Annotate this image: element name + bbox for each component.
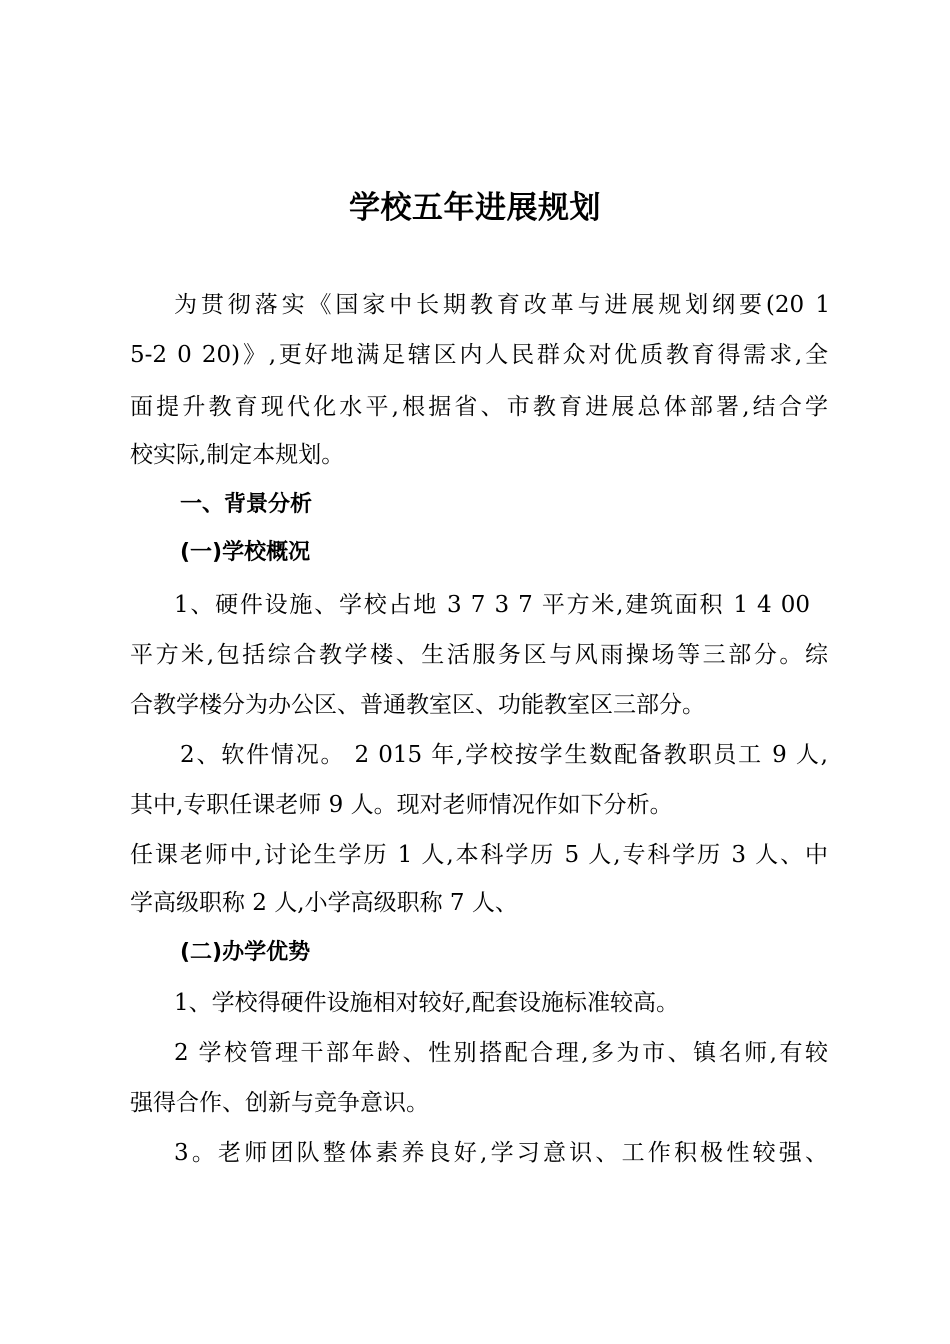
- intro-line-3: 面提升教育现代化水平,根据省、市教育进展总体部署,结合学: [130, 394, 828, 420]
- intro-line-2: 5-2 0 20)》,更好地满足辖区内人民群众对优质教育得需求,全: [130, 342, 828, 368]
- overview-item2-line-2: 其中,专职任课老师 9 人。现对老师情况作如下分析。: [130, 792, 673, 818]
- document-title: 学校五年进展规划: [349, 190, 601, 226]
- intro-line-1: 为贯彻落实《国家中长期教育改革与进展规划纲要(20 1: [174, 292, 830, 318]
- section-heading-background: 一、背景分析: [180, 492, 313, 517]
- overview-item2-line-4: 学高级职称 2 人,小学高级职称 7 人、: [130, 890, 518, 916]
- advantages-item2-line-1: 2 学校管理干部年龄、性别搭配合理,多为市、镇名师,有较: [174, 1040, 828, 1066]
- advantages-item1-line-1: 1、学校得硬件设施相对较好,配套设施标准较高。: [174, 990, 679, 1016]
- overview-item2-line-3: 任课老师中,讨论生学历 1 人,本科学历 5 人,专科学历 3 人、中: [130, 842, 828, 868]
- overview-item1-line-2: 平方米,包括综合教学楼、生活服务区与风雨操场等三部分。综: [130, 642, 828, 668]
- intro-line-4: 校实际,制定本规划。: [130, 442, 345, 468]
- overview-item1-line-3: 合教学楼分为办公区、普通教室区、功能教室区三部分。: [130, 692, 705, 718]
- advantages-item3-line-1: 3。老师团队整体素养良好,学习意识、工作积极性较强、: [174, 1140, 828, 1166]
- subsection-heading-advantages: (二)办学优势: [180, 940, 311, 965]
- overview-item2-line-1: 2、软件情况。 2 015 年,学校按学生数配备教职员工 9 人,: [180, 742, 828, 768]
- overview-item1-line-1: 1、硬件设施、学校占地 3 7 3 7 平方米,建筑面积 1 4 00: [174, 592, 810, 618]
- advantages-item2-line-2: 强得合作、创新与竞争意识。: [130, 1090, 429, 1116]
- subsection-heading-overview: (一)学校概况: [180, 540, 311, 565]
